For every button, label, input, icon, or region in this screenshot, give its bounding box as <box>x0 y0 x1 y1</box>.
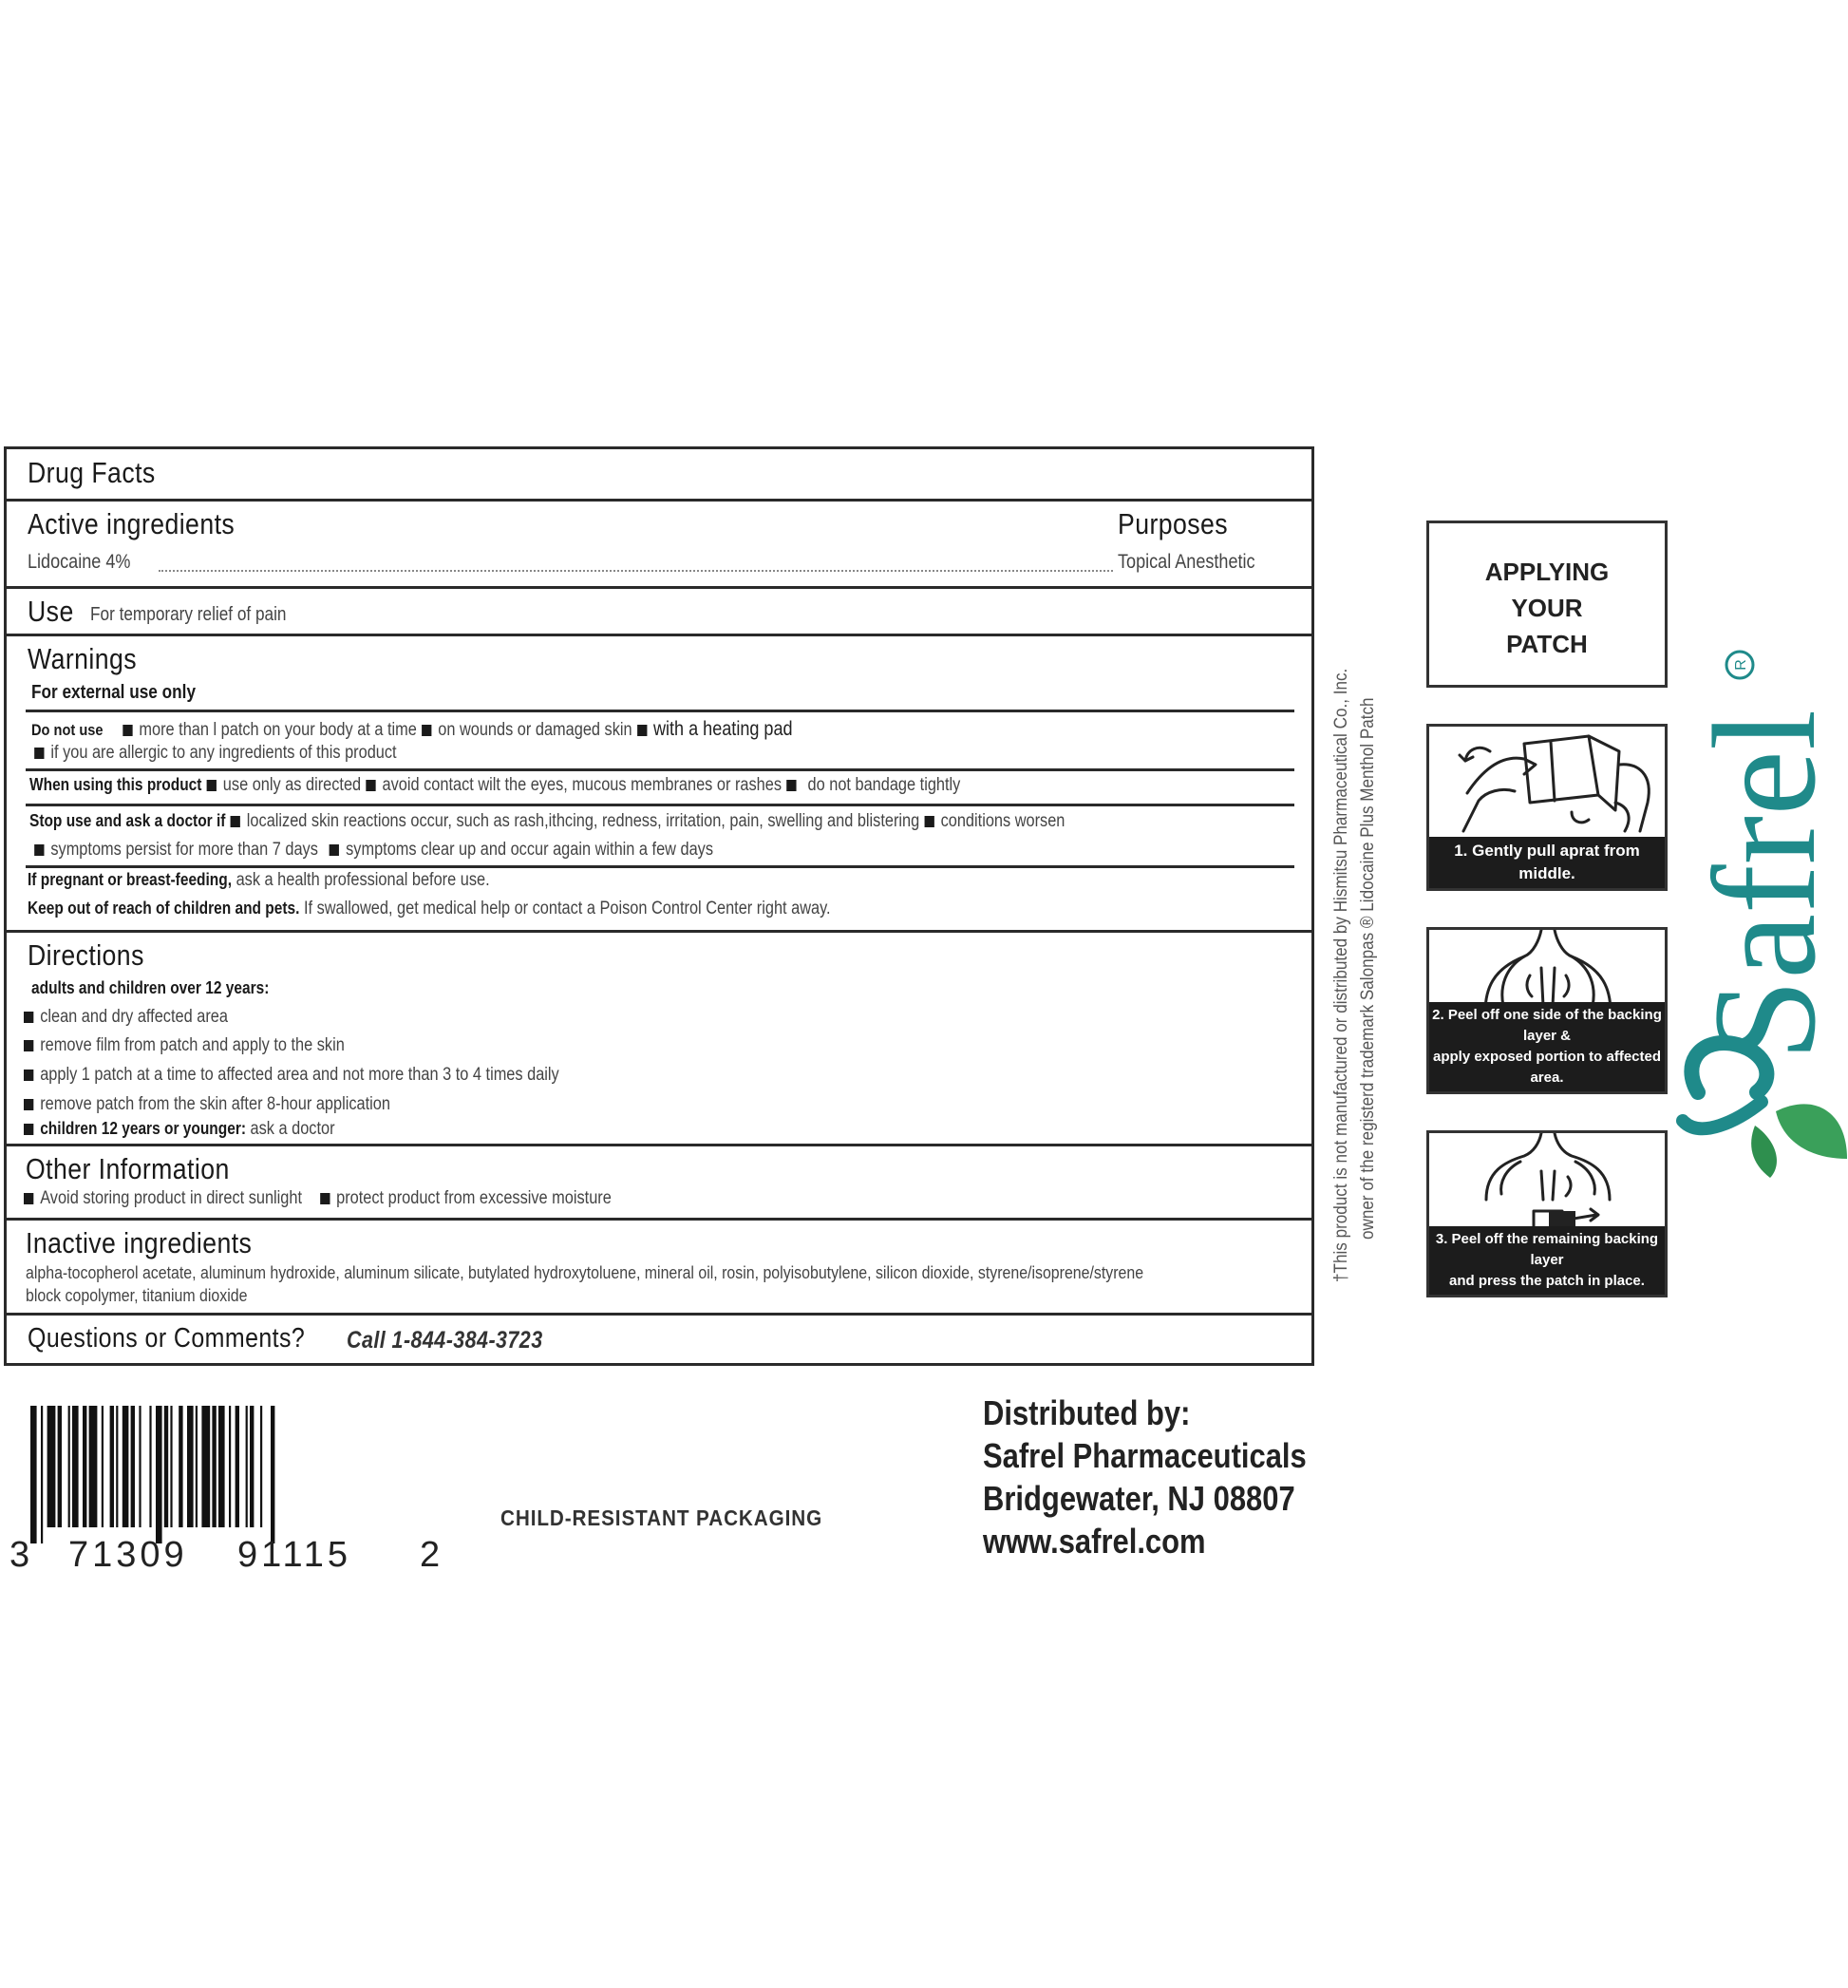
applying-title-box <box>1426 521 1668 688</box>
directions-item <box>24 1065 559 1086</box>
warnings-rule-1 <box>26 710 1294 712</box>
drug-facts-panel <box>4 446 1314 1366</box>
questions-label: Questions or Comments? <box>28 1323 306 1354</box>
barcode <box>9 1406 446 1577</box>
trademark-disclaimer <box>1329 532 1378 1282</box>
stop-use-label: Stop use and ask a doctor if <box>29 811 226 830</box>
directions-item-text: remove film from patch and apply to the skin <box>40 1035 345 1055</box>
questions-section <box>7 1316 1311 1363</box>
bullet-icon <box>123 725 132 736</box>
distributor-label: Distributed by: <box>983 1393 1191 1432</box>
bullet-icon <box>924 816 933 827</box>
pull-apart-illustration-icon <box>1429 727 1665 841</box>
stop-use-item: symptoms persist for more than 7 days <box>50 840 318 860</box>
stop-use-item: localized skin reactions occur, such as rash,ithcing, redness, irritation, pain, swelling and blistering <box>246 811 920 831</box>
when-using-item: avoid contact wilt the eyes, mucous membranes or rashes <box>382 775 783 795</box>
other-information-heading: Other Information <box>26 1152 230 1185</box>
barcode-digit-group: 71309 <box>68 1535 188 1575</box>
keep-out-line <box>28 899 831 919</box>
directions-item-text: clean and dry affected area <box>40 1007 228 1027</box>
inactive-ingredients-line-1: alpha-tocopherol acetate, aluminum hydroxide, aluminum silicate, butylated hydroxytoluene, mineral oil, rosin, polyisobutylene, silicon dioxide, styrene/isoprene/styrene <box>26 1262 1144 1282</box>
bullet-icon <box>207 780 217 791</box>
bullet-icon <box>231 816 240 827</box>
bullet-icon <box>34 748 44 759</box>
distributor-city: Bridgewater, NJ 08807 <box>983 1479 1295 1518</box>
child-resistant-label: CHILD-RESISTANT PACKAGING <box>500 1505 823 1530</box>
disclaimer-line-1: †This product is not manufactured or distributed by Hismitsu Pharmaceutical Co., Inc. <box>1331 668 1351 1282</box>
active-ingredient-line: Lidocaine 4% <box>28 551 131 573</box>
inactive-ingredients-line-2: block copolymer, titanium dioxide <box>26 1285 248 1305</box>
barcode-digits <box>9 1535 456 1577</box>
step-1-box <box>1426 724 1668 891</box>
barcode-digit-group: 2 <box>420 1535 441 1575</box>
when-using-item: use only as directed <box>222 775 362 795</box>
directions-heading: Directions <box>28 938 144 972</box>
directions-section <box>7 933 1311 1146</box>
purpose-value: Topical Anesthetic <box>1118 551 1255 573</box>
bullet-icon <box>366 780 375 791</box>
pregnant-line <box>28 870 490 891</box>
barcode-digit-group: 3 <box>9 1535 30 1575</box>
pregnant-text: ask a health professional before use. <box>236 870 490 890</box>
bullet-icon <box>24 1070 33 1081</box>
directions-subheading: adults and children over 12 years: <box>31 978 270 997</box>
other-information-section <box>7 1146 1311 1221</box>
bullet-icon <box>330 844 339 856</box>
warnings-section <box>7 636 1311 933</box>
bullet-icon <box>637 725 647 736</box>
keep-out-label: Keep out of reach of children and pets. <box>28 899 300 918</box>
keep-out-text: If swallowed, get medical help or contact a Poison Control Center right away. <box>303 899 831 918</box>
directions-item-text: apply 1 patch at a time to affected area and not more than 3 to 4 times daily <box>40 1065 559 1085</box>
pregnant-label: If pregnant or breast-feeding, <box>28 870 233 889</box>
step-3-caption-line: 3. Peel off the remaining backing layer <box>1435 1231 1659 1268</box>
registered-mark: R <box>1733 659 1749 671</box>
step-2-box <box>1426 927 1668 1094</box>
barcode-bars-icon <box>9 1406 446 1543</box>
safrel-logo-icon <box>1671 646 1848 1178</box>
stop-use-line-2 <box>29 840 713 861</box>
warnings-heading: Warnings <box>28 642 138 675</box>
other-information-line <box>24 1188 612 1209</box>
children-text: ask a doctor <box>250 1119 335 1139</box>
other-item: protect product from excessive moisture <box>336 1188 612 1208</box>
do-not-use-label: Do not use <box>31 721 104 739</box>
barcode-digit-group: 91115 <box>237 1535 352 1575</box>
step-3-caption-line: and press the patch in place. <box>1449 1273 1645 1289</box>
step-3-caption <box>1429 1226 1665 1295</box>
directions-item <box>24 1094 390 1115</box>
when-using-label: When using this product <box>29 775 202 794</box>
applying-title-line: APPLYING <box>1484 558 1610 586</box>
questions-phone: Call 1-844-384-3723 <box>347 1327 543 1354</box>
other-item: Avoid storing product in direct sunlight <box>40 1188 303 1208</box>
safrel-logo <box>1671 646 1848 1178</box>
allergic-line <box>29 743 397 764</box>
use-section <box>7 589 1311 636</box>
step-2-caption-line: apply exposed portion to affected area. <box>1432 1049 1662 1086</box>
bullet-icon <box>34 844 44 856</box>
active-ingredients-heading: Active ingredients <box>28 507 236 540</box>
inactive-ingredients-heading: Inactive ingredients <box>26 1226 253 1259</box>
stop-use-item: symptoms clear up and occur again within a few days <box>346 840 714 860</box>
bullet-icon <box>24 1012 33 1023</box>
do-not-use-item: on wounds or damaged skin <box>438 720 632 740</box>
do-not-use-line <box>31 718 793 741</box>
bullet-icon <box>24 1099 33 1110</box>
inactive-ingredients-section <box>7 1221 1311 1316</box>
external-use-note: For external use only <box>31 682 197 703</box>
step-1-caption: 1. Gently pull aprat from middle. <box>1429 837 1665 888</box>
bullet-icon <box>422 725 431 736</box>
distributor-name: Safrel Pharmaceuticals <box>983 1436 1307 1475</box>
warnings-rule-2 <box>26 768 1294 771</box>
children-label: children 12 years or younger: <box>40 1119 247 1138</box>
do-not-use-item: more than l patch on your body at a time <box>139 720 417 740</box>
directions-item-text: remove patch from the skin after 8-hour application <box>40 1094 390 1114</box>
allergic-text: if you are allergic to any ingredients of this product <box>50 743 397 763</box>
bullet-icon <box>24 1124 33 1135</box>
bullet-icon <box>786 780 796 791</box>
step-3-box <box>1426 1130 1668 1297</box>
warnings-rule-4 <box>26 865 1294 868</box>
step-2-caption-line: 2. Peel off one side of the backing layer & <box>1432 1007 1662 1044</box>
use-heading: Use <box>28 595 74 628</box>
bullet-icon <box>320 1193 330 1204</box>
distributor-website: www.safrel.com <box>983 1522 1206 1561</box>
disclaimer-line-2: owner of the registerd trademark Salonpas ® Lidocaine Plus Menthol Patch <box>1358 697 1378 1240</box>
directions-children <box>24 1119 335 1140</box>
bullet-icon <box>24 1193 33 1204</box>
applying-title <box>1429 554 1665 662</box>
applying-title-line: PATCH <box>1506 630 1588 658</box>
use-text: For temporary relief of pain <box>90 604 287 625</box>
leader-dots <box>159 570 1113 572</box>
active-ingredients-section <box>7 502 1311 589</box>
when-using-line <box>29 775 960 796</box>
warnings-rule-3 <box>26 804 1294 806</box>
drug-facts-title-row <box>7 449 1311 502</box>
directions-item <box>24 1035 345 1056</box>
brand-name: Safrel <box>1683 709 1846 1061</box>
step-2-caption <box>1429 1002 1665 1091</box>
stop-use-line <box>29 811 1065 832</box>
when-using-item: do not bandage tightly <box>807 775 961 795</box>
drug-facts-title: Drug Facts <box>28 456 156 489</box>
purposes-heading: Purposes <box>1118 507 1229 540</box>
distributor-block <box>983 1392 1307 1562</box>
do-not-use-item: with a heating pad <box>652 718 793 740</box>
stop-use-item: conditions worsen <box>940 811 1065 831</box>
bullet-icon <box>24 1040 33 1051</box>
directions-item <box>24 1007 228 1028</box>
applying-title-line: YOUR <box>1511 594 1583 622</box>
